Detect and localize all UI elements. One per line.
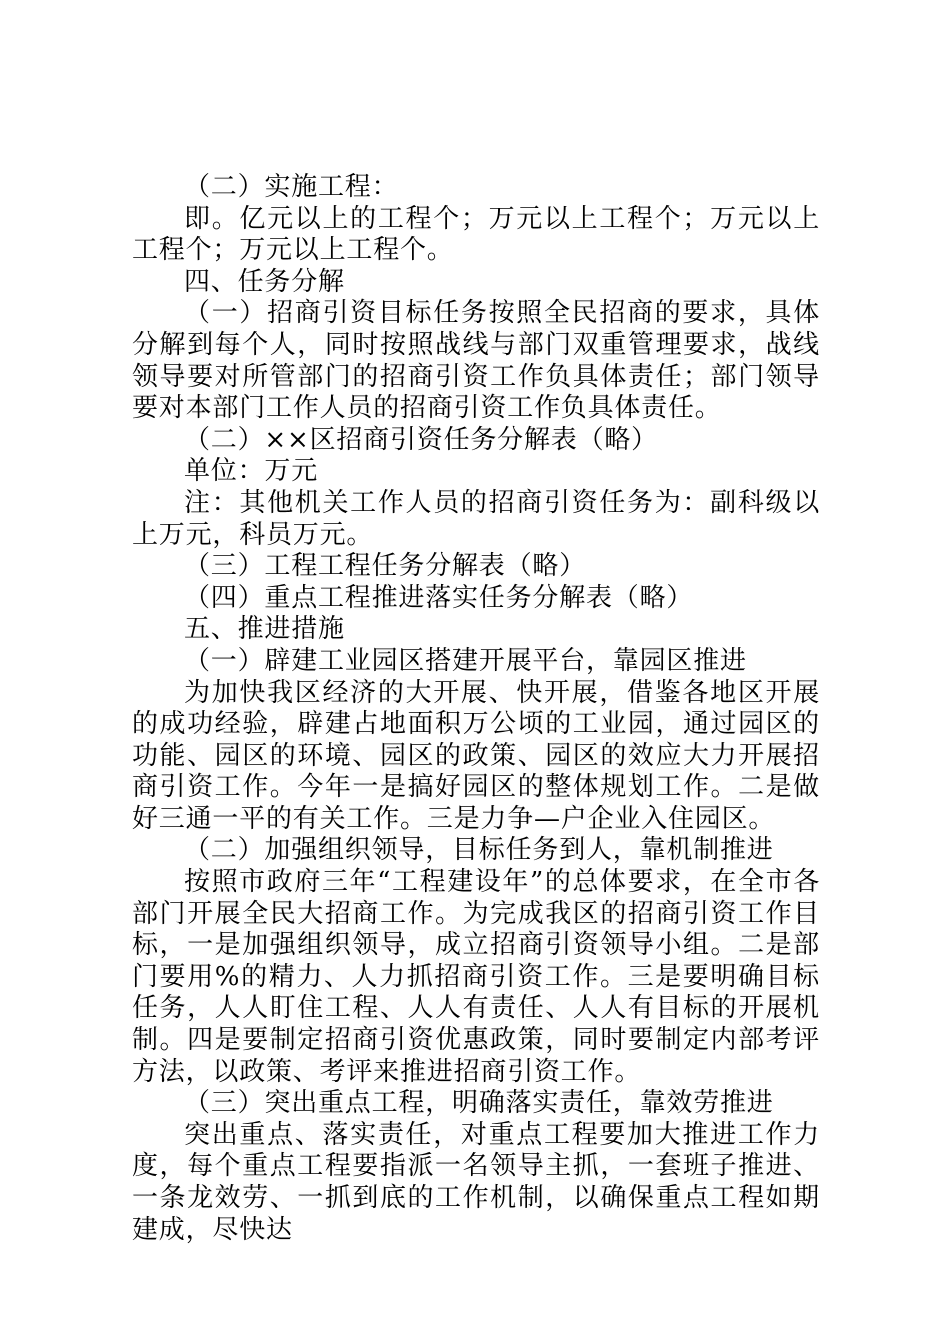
paragraph: （二）实施工程： [184, 172, 399, 202]
paragraph: （一）辟建工业园区搭建开展平台，靠园区推进 [184, 645, 747, 676]
paragraph: （三）突出重点工程，明确落实责任，靠效劳推进 [184, 1088, 774, 1119]
paragraph: （一）招商引资目标任务按照全民招商的要求，具体分解到每个人，同时按照战线与部门双重管理要求，战线领导要对所管部门的招商引资工作负具体责任；部门领导要对本部门工作人员的招商引资工作负具体责任。 [132, 298, 820, 424]
paragraph: 注：其他机关工作人员的招商引资任务为：副科级以上万元，科员万元。 [132, 487, 820, 550]
section-heading: 四、任务分解 [184, 266, 345, 297]
paragraph: 按照市政府三年“工程建设年”的总体要求，在全市各部门开展全民大招商工作。为完成我区的招商引资工作目标，一是加强组织领导，成立招商引资领导小组。二是部门要用%的精力、人力抓招商引资工作。三是要明确目标任务，人人盯住工程、人人有责任、人人有目标的开展机制。四是要制定招商引资优惠政策，同时要制定内部考评方法，以政策、考评来推进招商引资工作。 [132, 867, 820, 1087]
paragraph: 即。亿元以上的工程个；万元以上工程个；万元以上工程个；万元以上工程个。 [132, 203, 820, 266]
paragraph: （二）××区招商引资任务分解表（略） [184, 424, 658, 455]
paragraph: （四）重点工程推进落实任务分解表（略） [184, 582, 694, 613]
paragraph: 突出重点、落实责任，对重点工程要加大推进工作力度，每个重点工程要指派一名领导主抓，一套班子推进、一条龙效劳、一抓到底的工作机制，以确保重点工程如期建成，尽快达 [132, 1119, 820, 1245]
paragraph: 单位：万元 [184, 456, 319, 487]
section-heading: 五、推进措施 [184, 614, 345, 645]
paragraph: （三）工程工程任务分解表（略） [184, 551, 587, 582]
paragraph: 为加快我区经济的大开展、快开展，借鉴各地区开展的成功经验，辟建占地面积万公顷的工业园，通过园区的功能、园区的环境、园区的政策、园区的效应大力开展招商引资工作。今年一是搞好园区的整体规划工作。二是做好三通一平的有关工作。三是力争—户企业入住园区。 [132, 677, 820, 834]
document-body [132, 172, 820, 1246]
paragraph: （二）加强组织领导，目标任务到人，靠机制推进 [184, 835, 774, 866]
